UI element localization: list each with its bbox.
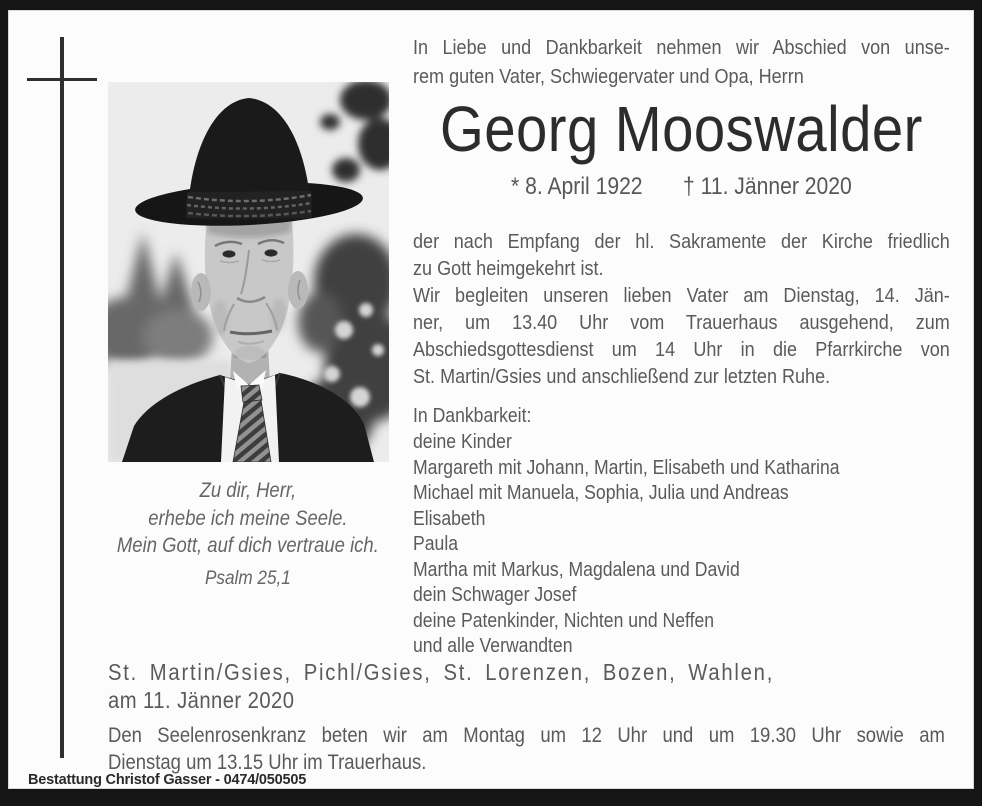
mourner-item: Paula: [413, 533, 459, 555]
mourner-item: und alle Verwandten: [413, 635, 573, 657]
rosary-line: Dienstag um 13.15 Uhr im Trauerhaus.: [108, 751, 427, 774]
mourner-item: Margareth mit Johann, Martin, Elisabeth und Katharina: [413, 456, 840, 479]
funeral-line: Wir begleiten unseren lieben Vater am Dienstag, 14. Jän-: [413, 284, 950, 307]
rosary-line: Den Seelenrosenkranz beten wir am Montag um 12 Uhr und um 19.30 Uhr sowie am: [108, 724, 945, 747]
psalm-line: erhebe ich meine Seele.: [148, 506, 348, 530]
funeral-line: Abschiedsgottesdienst um 14 Uhr in die Pfarrkirche von: [413, 338, 950, 361]
funeral-date-line: am 11. Jänner 2020: [108, 687, 295, 713]
mourner-item: Elisabeth: [413, 507, 486, 530]
portrait-photo: [108, 82, 389, 462]
birth-date: * 8. April 1922: [511, 173, 643, 200]
mourner-item: Michael mit Manuela, Sophia, Julia und Andreas: [413, 482, 789, 504]
passing-line: zu Gott heimgekehrt ist.: [413, 257, 604, 280]
rosary-paragraph: [108, 722, 945, 776]
intro-paragraph: [413, 33, 950, 91]
death-date: † 11. Jänner 2020: [683, 173, 852, 200]
passing-and-funeral-paragraph: [413, 228, 950, 390]
psalm-quote: [93, 477, 403, 592]
mourner-item: deine Kinder: [413, 431, 512, 453]
footer-note: Bestattung Christof Gasser - 0474/050505: [28, 772, 307, 788]
thanks-heading: In Dankbarkeit:: [413, 405, 532, 427]
funeral-line: St. Martin/Gsies und anschließend zur letzten Ruhe.: [413, 365, 831, 388]
deceased-name: Georg Mooswalder: [439, 93, 923, 165]
places-line: St. Martin/Gsies, Pichl/Gsies, St. Lorenzen, Bozen, Wahlen,: [108, 659, 775, 685]
cross-horizontal-bar: [27, 78, 97, 82]
psalm-line: Zu dir, Herr,: [199, 479, 297, 502]
memorial-card: [8, 10, 974, 789]
life-dates: [413, 173, 950, 201]
cross-vertical-bar: [60, 37, 64, 758]
passing-line: der nach Empfang der hl. Sakramente der Kirche friedlich: [413, 230, 950, 253]
intro-line: In Liebe und Dankbarkeit nehmen wir Abschied von unse-: [413, 36, 950, 59]
portrait-illustration: [108, 82, 389, 462]
closing-block: [108, 658, 945, 776]
mourner-item: Martha mit Markus, Magdalena und David: [413, 558, 740, 581]
psalm-source: Psalm 25,1: [204, 566, 291, 589]
mourners-list: [413, 404, 950, 660]
funeral-line: ner, um 13.40 Uhr vom Trauerhaus ausgehend, zum: [413, 311, 950, 334]
announcement-column: [413, 10, 950, 660]
mourner-item: dein Schwager Josef: [413, 584, 577, 606]
psalm-line: Mein Gott, auf dich vertraue ich.: [116, 534, 379, 557]
intro-line: rem guten Vater, Schwiegervater und Opa, Herrn: [413, 65, 804, 88]
mourner-item: deine Patenkinder, Nichten und Neffen: [413, 609, 715, 632]
